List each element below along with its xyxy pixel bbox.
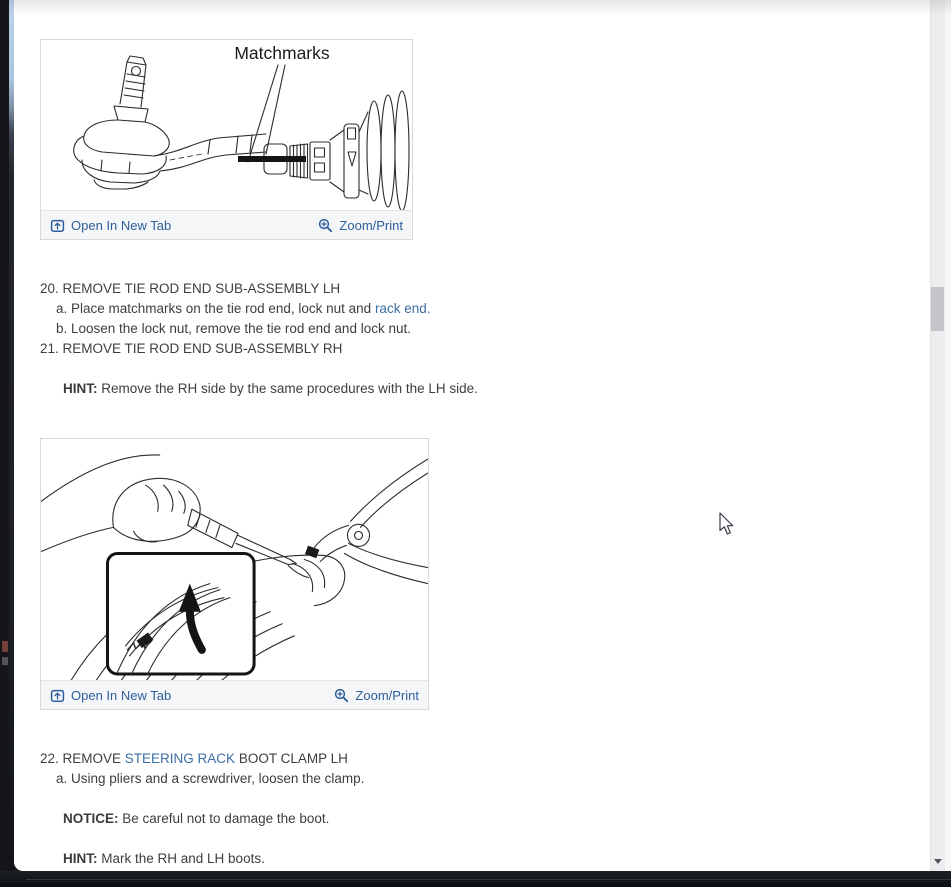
tie-rod-illustration <box>41 40 412 210</box>
step-20b <box>56 319 411 339</box>
open-in-new-tab-label: Open In New Tab <box>71 687 172 703</box>
chevron-down-icon <box>934 859 942 864</box>
open-in-new-tab-link[interactable] <box>50 218 171 233</box>
zoom-print-link[interactable] <box>334 688 419 703</box>
step-22-post: BOOT CLAMP LH <box>235 751 348 766</box>
zoom-print-label: Zoom/Print <box>339 217 403 233</box>
steering-rack-link[interactable]: STEERING RACK <box>124 751 236 766</box>
rack-end-link[interactable]: rack end. <box>374 301 431 316</box>
frame-accent-line <box>26 879 951 880</box>
hand-holding-screwdriver <box>41 455 200 552</box>
scrollbar-thumb[interactable] <box>931 287 944 331</box>
hint-label: HINT: <box>63 851 98 866</box>
pliers <box>305 459 428 584</box>
scrollbar[interactable] <box>930 0 951 871</box>
step-20b-text: b. Loosen the lock nut, remove the tie rod end and lock nut. <box>56 321 411 336</box>
step-20-text: 20. REMOVE TIE ROD END SUB-ASSEMBLY LH <box>40 281 341 296</box>
step-20a-text: a. Place matchmarks on the tie rod end, lock nut and <box>56 301 375 316</box>
open-in-new-tab-icon <box>50 688 65 703</box>
matchmarks-leader-lines <box>248 65 285 162</box>
ball-joint-stud <box>114 56 148 122</box>
desktop-edge-sliver <box>0 0 14 873</box>
notice-label: NOTICE: <box>63 811 119 826</box>
step-22a-text: a. Using pliers and a screwdriver, loosen the clamp. <box>56 771 365 786</box>
notice <box>63 809 329 829</box>
zoom-print-label: Zoom/Print <box>355 687 419 703</box>
window-frame-bottom <box>0 871 951 887</box>
boot-clamp-illustration-svg <box>41 439 428 680</box>
figure-toolbar <box>41 680 428 709</box>
zoom-plus-icon <box>318 218 333 233</box>
hint-1 <box>63 379 478 399</box>
matchmark-bar <box>238 156 306 162</box>
scrollbar-track[interactable] <box>930 0 945 871</box>
figure-tie-rod-matchmarks <box>40 39 413 240</box>
boot-clamp-illustration <box>41 439 428 680</box>
ball-joint-housing <box>74 120 169 189</box>
clamp-detail-inset <box>107 553 254 674</box>
open-in-new-tab-label: Open In New Tab <box>71 217 172 233</box>
background-speck <box>2 641 8 652</box>
step-20a <box>56 299 430 319</box>
background-speck <box>2 657 8 665</box>
boot-bellows <box>359 91 409 210</box>
rack-end <box>310 124 359 198</box>
step-22a <box>56 769 364 789</box>
hint-2-text: Mark the RH and LH boots. <box>97 851 265 866</box>
hint-2 <box>63 849 265 869</box>
hint-1-text: Remove the RH side by the same procedures with the LH side. <box>97 381 478 396</box>
step-21-text: 21. REMOVE TIE ROD END SUB-ASSEMBLY RH <box>40 341 343 356</box>
figure-caption-matchmarks: Matchmarks <box>234 43 330 63</box>
zoom-print-link[interactable] <box>318 218 403 233</box>
open-in-new-tab-icon <box>50 218 65 233</box>
zoom-plus-icon <box>334 688 349 703</box>
notice-text: Be careful not to damage the boot. <box>118 811 330 826</box>
tie-rod-shaft <box>154 134 266 171</box>
figure-boot-clamp <box>40 438 429 710</box>
scroll-down-button[interactable] <box>931 855 944 868</box>
tie-rod-illustration-svg <box>41 40 412 210</box>
figure-toolbar <box>41 210 412 239</box>
step-20-title <box>40 279 340 299</box>
step-22-pre: 22. REMOVE <box>40 751 125 766</box>
step-21-title <box>40 339 342 359</box>
open-in-new-tab-link[interactable] <box>50 688 171 703</box>
step-22-title <box>40 749 348 769</box>
hint-label: HINT: <box>63 381 98 396</box>
